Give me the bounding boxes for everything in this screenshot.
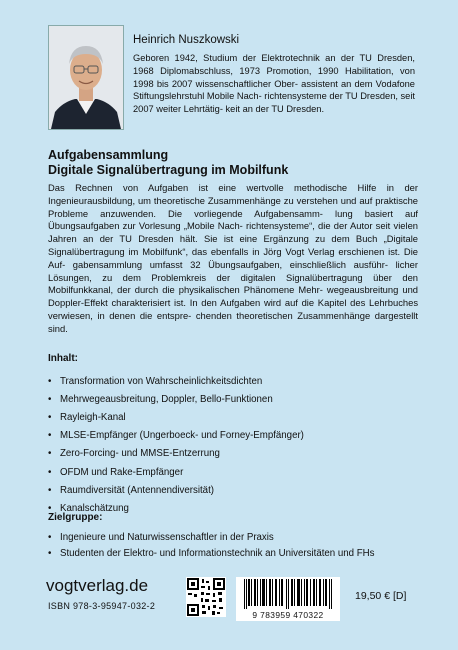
isbn: ISBN 978-3-95947-032-2 xyxy=(48,601,156,611)
bio-line: Geboren 1942, Studium der Elektrotechnik an der TU xyxy=(133,53,372,63)
bullet-icon: • xyxy=(48,547,52,559)
contents-item-label: Zero-Forcing- und MMSE-Entzerrung xyxy=(60,448,220,460)
bullet-icon: • xyxy=(48,502,52,514)
author-photo xyxy=(48,25,124,130)
description-line: Sie ist eine Ergänzung zu dem Buch „Digitale Signalübertragung im xyxy=(48,233,418,257)
audience-heading: Zielgruppe: xyxy=(48,512,103,523)
description-line: lung basiert auf Übungsaufgaben zur Vorlesung „Mobile Nach- xyxy=(48,207,419,232)
bullet-icon: • xyxy=(48,466,52,478)
bio-line: Dresden, 1968 Diplomabschluss, 1973 Promotion, 1990 xyxy=(133,53,415,76)
barcode-icon xyxy=(236,577,340,611)
author-name: Heinrich Nuszkowski xyxy=(133,34,240,46)
list-item xyxy=(48,390,304,408)
list-item xyxy=(48,427,304,445)
contents-item-label: MLSE-Empfänger (Ungerboeck- und Forney-Empfänger) xyxy=(60,430,304,442)
description-line: Ingenieurausbildung, um theoretische Zusammenhänge zu verstehen und xyxy=(48,194,357,206)
list-item xyxy=(48,408,304,426)
bio-line: Habilitation, von 1998 bis 2007 wissenschaftlicher Ober- xyxy=(133,65,415,89)
price: 19,50 € [D] xyxy=(355,590,407,602)
contents-item-label: Transformation von Wahrscheinlichkeitsdichten xyxy=(60,375,263,387)
list-item xyxy=(48,481,304,499)
bullet-icon: • xyxy=(48,448,52,460)
bullet-icon: • xyxy=(48,393,52,405)
list-item xyxy=(48,463,304,481)
bullet-icon: • xyxy=(48,411,52,423)
description-line: chenden theoretischen Zusammenhänge dargestellt sind. xyxy=(48,309,418,334)
contents-heading: Inhalt: xyxy=(48,353,78,364)
author-portrait-image xyxy=(49,26,123,129)
bio-line: assistent an dem Vodafone Stiftungslehrstuhl Mobile Nach- xyxy=(133,78,415,102)
description-line: wird auf die Kapitel des Lehrbuches verwiesen, in denen die entspre- xyxy=(48,297,419,321)
list-item xyxy=(48,372,304,390)
contents-item-label: Rayleigh-Kanal xyxy=(60,411,126,423)
list-item xyxy=(48,545,374,561)
contents-item-label: Mehrwegeausbreitung, Doppler, Bello-Funktionen xyxy=(60,393,273,405)
bio-line: richtensysteme der TU Dresden, seit 2007 weiter Lehrtätig- xyxy=(133,91,416,115)
isbn-barcode xyxy=(236,577,340,621)
bio-line: keit an der TU Dresden. xyxy=(225,104,325,115)
audience-item-label: Ingenieure und Naturwissenschaftler in der Praxis xyxy=(60,531,274,543)
contents-item-label: Kanalschätzung xyxy=(60,502,129,514)
description-line: auf praktische Probleme anzuwenden. Die vorliegende Aufgabensamm- xyxy=(48,194,418,219)
book-title-line-2: Digitale Signalübertragung im Mobilfunk xyxy=(48,163,289,177)
description-line: über den Mobilfunkkanal, der durch die physikalischen Phänomene Mehr- xyxy=(48,271,418,296)
audience-list xyxy=(48,529,374,561)
description-line: wegeausbreitung und Doppler-Effekt charakterisiert ist. In den Aufgaben xyxy=(48,284,419,309)
qr-code-icon xyxy=(186,577,226,617)
audience-item-label: Studenten der Elektro- und Informationstechnik an Universitäten und FHs xyxy=(60,547,375,559)
book-description xyxy=(48,182,418,336)
list-item xyxy=(48,445,304,463)
description-line: Mobilfunk“, das ebenfalls in Jörg Vogt Verlag erschienen ist. Die Auf- xyxy=(48,245,419,270)
bullet-icon: • xyxy=(48,484,52,496)
description-line: richtensysteme“, die der Autor seit vielen Jahren an der TU Dresden hält. xyxy=(48,220,418,245)
contents-item-label: Raumdiversität (Antennendiversität) xyxy=(60,484,214,496)
description-line: Das Rechnen von Aufgaben ist eine wertvolle methodische Hilfe in der xyxy=(48,182,418,193)
list-item xyxy=(48,529,374,545)
contents-list xyxy=(48,372,304,518)
bullet-icon: • xyxy=(48,531,52,543)
author-bio xyxy=(133,52,415,116)
barcode-number: 9 783959 470322 xyxy=(252,610,324,620)
publisher-url[interactable]: vogtverlag.de xyxy=(46,576,149,595)
book-title-line-1: Aufgabensammlung xyxy=(48,148,169,162)
contents-item-label: OFDM und Rake-Empfänger xyxy=(60,466,184,478)
bullet-icon: • xyxy=(48,375,52,387)
description-line: gabensammlung umfasst 32 Übungsaufgaben, einschließlich ausführ- xyxy=(72,258,388,270)
description-line: licher Lösungen, zu dem Problemkreis der digitalen Signalübertragung xyxy=(48,258,418,283)
bullet-icon: • xyxy=(48,430,52,442)
book-title xyxy=(48,148,418,178)
